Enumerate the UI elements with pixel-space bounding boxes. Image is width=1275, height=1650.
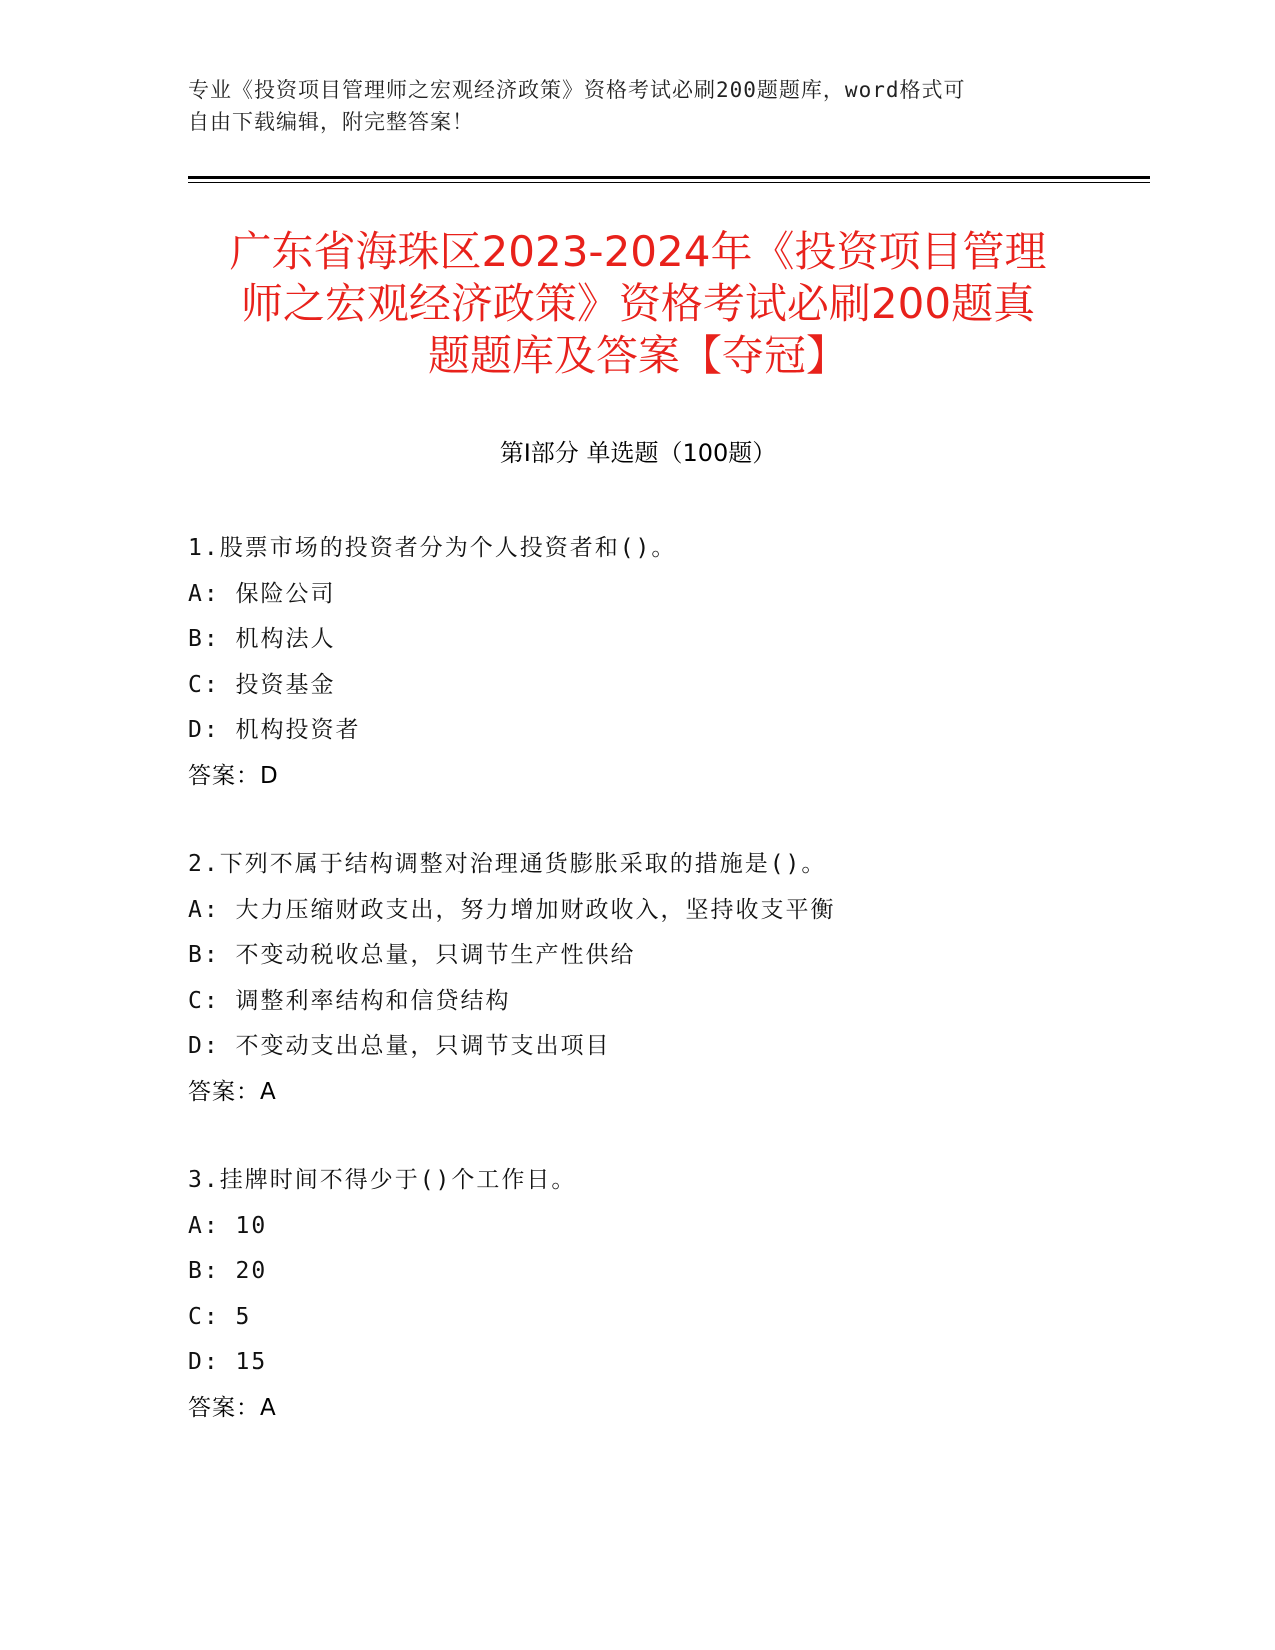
section-heading: 第Ⅰ部分 单选题（100题） xyxy=(499,439,777,467)
option-c: C: 5 xyxy=(188,1303,252,1330)
title-line-2: 师之宏观经济政策》资格考试必刷200题真 xyxy=(240,279,1036,328)
option-a: A: 保险公司 xyxy=(188,580,336,607)
option-d: D: 不变动支出总量，只调节支出项目 xyxy=(188,1033,611,1059)
intro-text xyxy=(188,74,1088,138)
document-title xyxy=(188,226,1088,382)
option-b: B: 不变动税收总量，只调节生产性供给 xyxy=(188,942,636,968)
option-b: B: 20 xyxy=(188,1258,268,1284)
option-a: A: 10 xyxy=(188,1212,268,1239)
question-list xyxy=(188,526,1138,1474)
question-stem: 3.挂牌时间不得少于()个工作日。 xyxy=(188,1167,577,1193)
question-1 xyxy=(188,526,1138,799)
answer: 答案：D xyxy=(188,762,279,789)
header-divider-thick xyxy=(188,176,1150,179)
question-stem: 1.股票市场的投资者分为个人投资者和()。 xyxy=(188,535,677,561)
option-d: D: 15 xyxy=(188,1349,268,1375)
option-b: B: 机构法人 xyxy=(188,626,336,652)
question-3 xyxy=(188,1158,1138,1431)
title-line-3: 题题库及答案【夺冠】 xyxy=(427,331,848,380)
question-stem: 2.下列不属于结构调整对治理通货膨胀采取的措施是()。 xyxy=(188,851,827,877)
question-2 xyxy=(188,842,1138,1115)
header-divider-thin xyxy=(188,182,1150,183)
option-a: A: 大力压缩财政支出，努力增加财政收入，坚持收支平衡 xyxy=(188,896,836,923)
option-c: C: 投资基金 xyxy=(188,671,336,698)
answer: 答案：A xyxy=(188,1394,277,1421)
intro-line-2: 自由下载编辑，附完整答案！ xyxy=(188,110,474,134)
option-d: D: 机构投资者 xyxy=(188,717,361,743)
option-c: C: 调整利率结构和信贷结构 xyxy=(188,987,511,1014)
answer: 答案：A xyxy=(188,1078,277,1105)
intro-line-1: 专业《投资项目管理师之宏观经济政策》资格考试必刷200题题库，word格式可 xyxy=(188,78,966,102)
title-line-1: 广东省海珠区2023-2024年《投资项目管理 xyxy=(229,227,1047,276)
